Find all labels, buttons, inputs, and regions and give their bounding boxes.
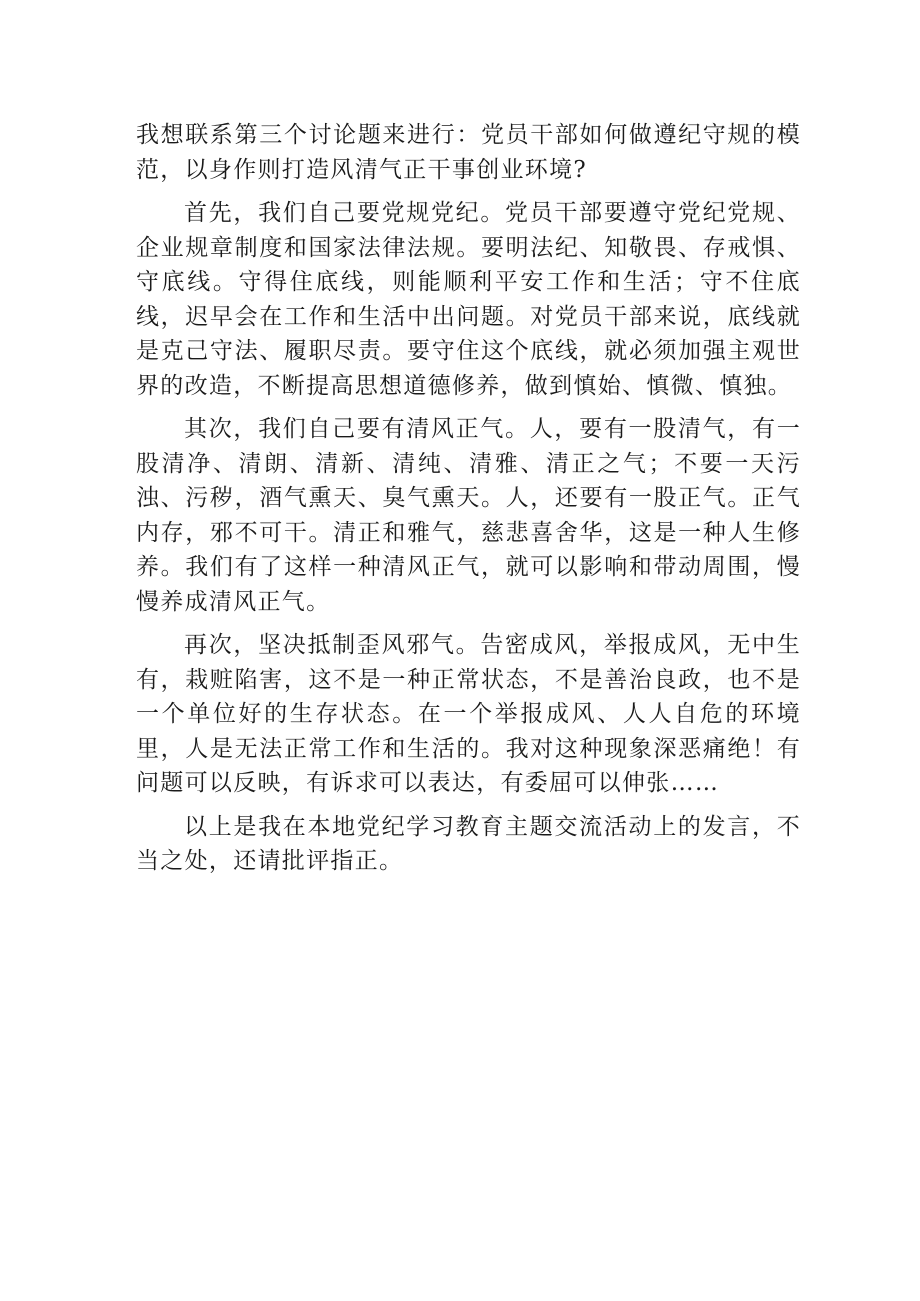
paragraph-closing: 以上是我在本地党纪学习教育主题交流活动上的发言，不当之处，还请批评指正。 [136, 813, 801, 874]
paragraph-first: 首先，我们自己要党规党纪。党员干部要遵守党纪党规、企业规章制度和国家法律法规。要明法纪、知敬畏、存戒惧、守底线。守得住底线，则能顺利平安工作和生活；守不住底线，迟早会在工作和生活中出问题。对党员干部来说，底线就是克己守法、履职尽责。要守住这个底线，就必须加强主观世界的改造，不断提高思想道德修养，做到慎始、慎微、慎独。 [136, 200, 801, 399]
document-body [136, 118, 801, 888]
paragraph-third: 再次，坚决抵制歪风邪气。告密成风，举报成风，无中生有，栽赃陷害，这不是一种正常状态，不是善治良政，也不是一个单位好的生存状态。在一个举报成风、人人自危的环境里，人是无法正常工作和生活的。我对这种现象深恶痛绝！有问题可以反映，有诉求可以表达，有委屈可以伸张…… [136, 632, 801, 796]
paragraph-second: 其次，我们自己要有清风正气。人，要有一股清气，有一股清净、清朗、清新、清纯、清雅、清正之气；不要一天污浊、污秽，酒气熏天、臭气熏天。人，还要有一股正气。正气内存，邪不可干。清正和雅气，慈悲喜舍华，这是一种人生修养。我们有了这样一种清风正气，就可以影响和带动周围，慢慢养成清风正气。 [136, 416, 801, 615]
paragraph-intro: 我想联系第三个讨论题来进行：党员干部如何做遵纪守规的模范，以身作则打造风清气正干事创业环境? [136, 122, 801, 183]
